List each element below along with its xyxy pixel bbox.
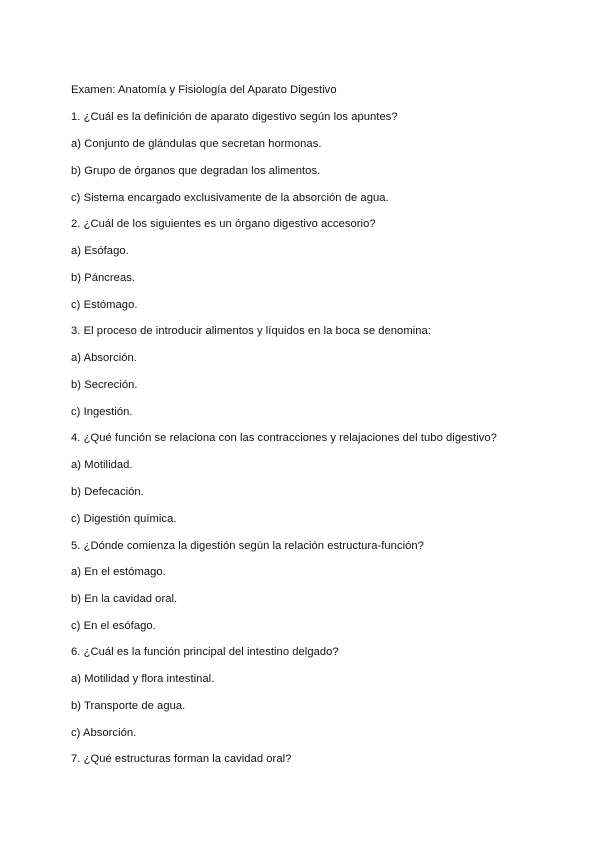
question-2: 2. ¿Cuál de los siguientes es un órgano digestivo accesorio? xyxy=(71,218,376,230)
question-7: 7. ¿Qué estructuras forman la cavidad oral? xyxy=(71,753,292,765)
question-2-option-b: b) Páncreas. xyxy=(71,272,136,284)
question-1-option-a: a) Conjunto de glándulas que secretan hormonas. xyxy=(71,138,322,150)
question-1-option-b: b) Grupo de órganos que degradan los alimentos. xyxy=(71,165,321,177)
question-6-option-a: a) Motilidad y flora intestinal. xyxy=(71,673,215,685)
question-6: 6. ¿Cuál es la función principal del intestino delgado? xyxy=(71,646,339,658)
question-4-option-c: c) Digestión química. xyxy=(71,513,177,525)
question-3-option-c: c) Ingestión. xyxy=(71,406,133,418)
question-4-option-b: b) Defecación. xyxy=(71,486,144,498)
question-3-option-a: a) Absorción. xyxy=(71,352,137,364)
question-1: 1. ¿Cuál es la definición de aparato digestivo según los apuntes? xyxy=(71,111,398,123)
question-2-option-c: c) Estómago. xyxy=(71,299,138,311)
question-1-option-c: c) Sistema encargado exclusivamente de la absorción de agua. xyxy=(71,192,389,204)
question-6-option-b: b) Transporte de agua. xyxy=(71,700,186,712)
question-3-option-b: b) Secreción. xyxy=(71,379,138,391)
question-5-option-b: b) En la cavidad oral. xyxy=(71,593,178,605)
question-6-option-c: c) Absorción. xyxy=(71,727,137,739)
question-5-option-c: c) En el esófago. xyxy=(71,620,156,632)
question-2-option-a: a) Esófago. xyxy=(71,245,129,257)
question-5: 5. ¿Dónde comienza la digestión según la relación estructura-función? xyxy=(71,540,424,552)
document-title: Examen: Anatomía y Fisiología del Aparato Digestivo xyxy=(71,84,337,96)
question-5-option-a: a) En el estómago. xyxy=(71,566,166,578)
question-4: 4. ¿Qué función se relaciona con las contracciones y relajaciones del tubo digestivo? xyxy=(71,432,497,444)
question-4-option-a: a) Motilidad. xyxy=(71,459,133,471)
question-3: 3. El proceso de introducir alimentos y líquidos en la boca se denomina: xyxy=(71,325,431,337)
